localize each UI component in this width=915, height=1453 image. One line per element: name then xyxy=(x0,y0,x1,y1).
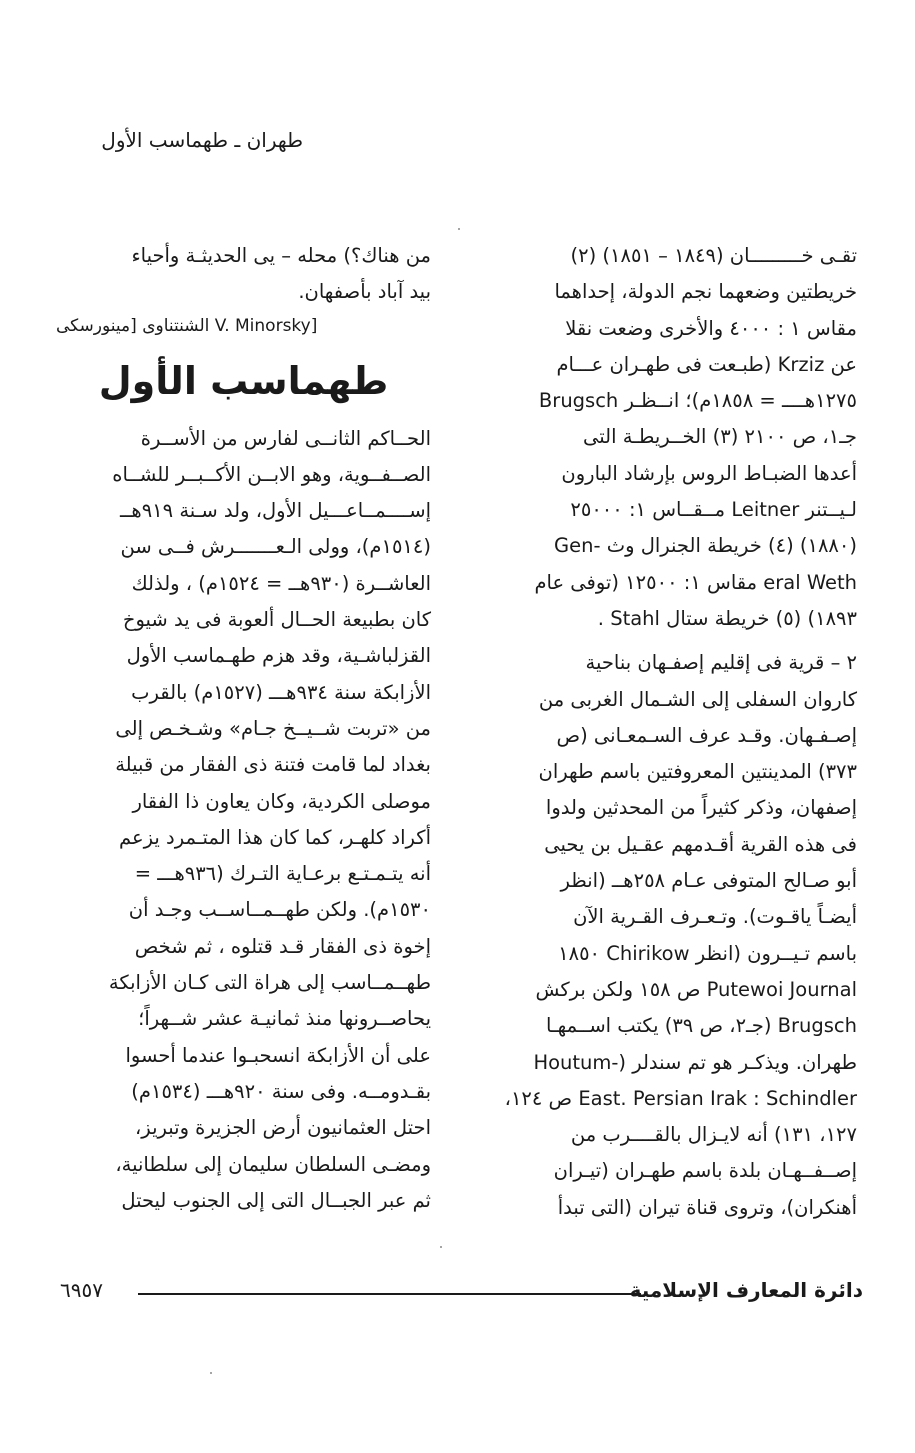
body-line: أيضـاً ياقـوت). وتـعـرف القـرية الآن xyxy=(573,905,857,929)
body-line: بقـدومــه. وفى سنة ٩٢٠هـــ (١٥٣٤م) xyxy=(131,1079,431,1103)
body-line: أبو صـالح المتوفى عـام ٢٥٨هــ (انظر xyxy=(560,869,857,893)
body-line: ١٥٣٠م). ولكن طهــمــاســب وجـد أن xyxy=(128,898,431,922)
left-column xyxy=(56,238,431,1219)
body-line: ١٨٩٣) (٥) خريطة ستال Stahl . xyxy=(597,606,857,630)
body-line: إصــفــهـان بلدة باسم طهـران (تيـران xyxy=(553,1159,857,1183)
body-line: من «تربت شــيــخ جـام» وشـخـص إلى xyxy=(115,716,431,740)
body-line: ٢ – قرية فى إقليم إصفـهان بناحية xyxy=(585,651,857,675)
body-line: يحاصــرونها منذ ثمانيـة عشر شــهراً؛ xyxy=(138,1007,431,1031)
right-column xyxy=(482,238,857,1226)
scan-speck xyxy=(210,1372,212,1374)
body-line: العاشــرة (٩٣٠هــ = ١٥٢٤م) ، ولذلك xyxy=(131,571,431,595)
body-line: الحــاكم الثانــى لفارس من الأســرة xyxy=(140,426,431,450)
footer-rule xyxy=(138,1293,641,1295)
body-line: على أن الأزابكة انسحبـوا عندما أحسوا xyxy=(125,1043,431,1067)
body-line: عن Krziz (طبـعت فى طهـران عـــام xyxy=(556,352,857,376)
body-line: إصـفـهان. وقـد عرف السـمعـانى (ص xyxy=(556,723,857,747)
body-line: أنه يتـمـتـع برعـاية التـرك (٩٣٦هـــ = xyxy=(134,862,431,886)
body-line: الصــفــوية، وهو الابــن الأكــبــر للشــاه xyxy=(112,462,431,486)
body-line: بغداد لما قامت فتنة ذى الفقار من قبيلة xyxy=(115,753,431,777)
article-title: طهماسب الأول xyxy=(98,358,389,403)
body-line: بيد آباد بأصفهان. xyxy=(298,280,431,304)
body-line: من هناك؟) محله – يى الحديثـة وأحياء xyxy=(131,244,431,267)
body-line: ثم عبر الجبــال التى إلى الجنوب ليحتل xyxy=(121,1188,431,1212)
page-number: ٦٩٥٧ xyxy=(60,1278,103,1302)
body-line: Brugsch (جـ٢، ص ٣٩) يكتب اســمهـا xyxy=(545,1014,857,1038)
body-line: ومضـى السلطان سليمان إلى سلطانية، xyxy=(115,1152,431,1176)
running-header: طهران ـ طهماسب الأول xyxy=(101,128,303,152)
body-line: كاروان السفلى إلى الشـمال الغربى من xyxy=(538,687,857,711)
body-line: مقاس ١ : ٤٠٠٠ والأخرى وضعت نقلا xyxy=(565,316,857,340)
body-line: (١٥١٤م)، وولى الـعـــــــرش فــى سن xyxy=(120,535,431,559)
body-line: إصفهان، وذكر كثيراً من المحدثين ولدوا xyxy=(545,796,857,820)
page-footer xyxy=(60,1278,863,1308)
body-line: (١٨٨٠) (٤) خريطة الجنرال وث -Gen xyxy=(554,534,857,558)
body-line: فى هذه القرية أقـدمهم عقـيل بن يحيى xyxy=(544,832,857,856)
body-line: أعدها الضبـاط الروس بإرشاد البارون xyxy=(561,461,857,485)
body-line: Putewoi Journal ص ١٥٨ ولكن بركش xyxy=(535,977,857,1001)
scan-speck xyxy=(458,228,460,230)
body-line: eral Weth مقاس ١: ١٢٥٠٠ (توفى عام xyxy=(534,570,857,594)
body-line: إســــمــاعـــيل الأول، ولد سـنة ٩١٩هــ xyxy=(119,499,431,523)
journal-title: دائرة المعارف الإسلامية xyxy=(629,1278,863,1302)
body-line: جـ١، ص ٢١٠٠ (٣) الخــريطـة التى xyxy=(583,425,857,449)
body-line: طهران. ويذكـر هو تم سندلر (-Houtum xyxy=(533,1050,857,1074)
body-line: إخوة ذى الفقار قـد قتلوه ، ثم شخص xyxy=(134,934,431,958)
body-line: أكراد كلهـر، كما كان هذا المتـمرد يزعم xyxy=(119,825,431,849)
paragraph-gap xyxy=(482,637,857,645)
body-line: لـيــتنر Leitner مــقــاس ١: ٢٥٠٠٠ xyxy=(570,498,857,522)
body-line: كان بطبيعة الحــال ألعوبة فى يد شيوخ xyxy=(122,608,431,632)
scan-speck xyxy=(440,1246,442,1248)
author-credit: [V. Minorsky الشنتناوى [مينورسكى xyxy=(56,315,318,336)
body-line: موصلى الكردية، وكان يعاون ذا الفقار xyxy=(132,789,431,813)
body-line: ١٢٧، ١٣١) أنه لايـزال بالقــــرب من xyxy=(570,1123,857,1147)
body-line: القزلباشـية، وقد هزم طهـماسب الأول xyxy=(126,644,431,668)
body-line: طهــمــاسب إلى هراة التى كـان الأزابكة xyxy=(108,971,431,995)
body-line: East. Persian Irak : Schindler ص ١٢٤، xyxy=(504,1086,857,1110)
body-line: ٣٧٣) المدينتين المعروفتين باسم طهران xyxy=(538,760,857,784)
body-line: الأزابكة سنة ٩٣٤هـــ (١٥٢٧م) بالقرب xyxy=(131,680,431,704)
body-line: ١٢٧٥هــــ = ١٨٥٨م)؛ انــظـر Brugsch xyxy=(538,389,857,413)
body-line: تقـى خـــــــــان (١٨٤٩ – ١٨٥١) (٢) xyxy=(570,244,857,267)
body-line: باسم تـيــرون (انظر Chirikow ١٨٥٠ xyxy=(558,941,857,965)
body-line: أهنكران)، وتروى قناة تيران (التى تبدأ xyxy=(557,1195,857,1219)
body-line: احتل العثمانيون أرض الجزيرة وتبريز، xyxy=(135,1116,431,1140)
body-line: خريطتين وضعهما نجم الدولة، إحداهما xyxy=(554,280,857,304)
